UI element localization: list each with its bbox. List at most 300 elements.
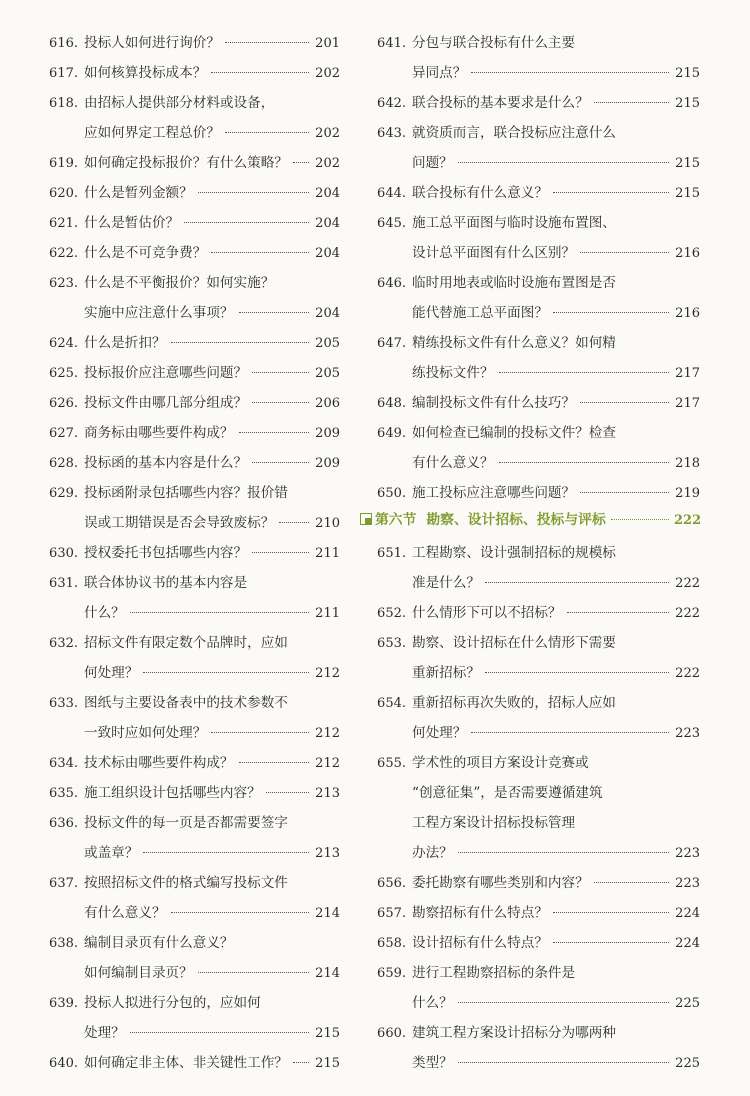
page-number: 216	[675, 306, 700, 321]
toc-entry	[364, 958, 700, 1018]
dot-leader	[580, 492, 669, 493]
toc-entry-line	[364, 118, 700, 148]
dot-leader	[553, 912, 669, 913]
toc-entry	[364, 28, 700, 88]
toc-entry	[38, 778, 340, 808]
toc-entry-line	[364, 1048, 700, 1078]
question-text: 勘察、设计招标在什么情形下需要	[412, 635, 616, 651]
toc-entry-line	[38, 388, 340, 418]
toc-entry-line	[364, 478, 700, 508]
toc-entry-line	[38, 538, 340, 568]
toc-entry-line	[38, 418, 340, 448]
question-text: 施工组织设计包括哪些内容？	[84, 785, 261, 801]
question-text: 重新招标？	[412, 665, 480, 681]
toc-entry	[364, 478, 700, 508]
question-text: 施工总平面图与临时设施布置图、	[412, 215, 616, 231]
toc-entry-line	[38, 778, 340, 808]
toc-entry-line	[364, 628, 700, 658]
page-number: 214	[315, 906, 340, 921]
toc-entry	[38, 1048, 340, 1078]
question-number: 619.	[49, 156, 78, 171]
question-text: 学术性的项目方案设计竞赛或	[412, 755, 589, 771]
toc-entry-line	[364, 418, 700, 448]
dot-leader	[239, 762, 309, 763]
question-text: 按照招标文件的格式编写投标文件	[84, 875, 288, 891]
page-number: 222	[674, 513, 702, 528]
toc-entry-line	[38, 718, 340, 748]
page-number: 211	[315, 606, 340, 621]
toc-entry-line	[364, 898, 700, 928]
page-number: 204	[315, 216, 340, 231]
page-number: 215	[315, 1026, 340, 1041]
toc-entry	[364, 688, 700, 748]
toc-entry	[38, 238, 340, 268]
toc-entry-line	[364, 748, 700, 778]
toc-entry-line	[364, 148, 700, 178]
page-number: 222	[675, 666, 700, 681]
page-number: 216	[675, 246, 700, 261]
page-number: 215	[675, 66, 700, 81]
question-text: 进行工程勘察招标的条件是	[412, 965, 576, 981]
page-number: 204	[315, 306, 340, 321]
toc-entry	[364, 538, 700, 598]
toc-entry-line	[38, 928, 340, 958]
toc-column-right	[364, 28, 700, 1078]
question-number: 623.	[49, 276, 78, 291]
toc-entry-line	[38, 478, 340, 508]
question-text: 投标文件的每一页是否都需要签字	[84, 815, 288, 831]
dot-leader	[611, 519, 669, 520]
dot-leader	[239, 432, 309, 433]
toc-entry	[38, 418, 340, 448]
toc-entry	[364, 178, 700, 208]
toc-entry	[38, 208, 340, 238]
question-number: 620.	[49, 186, 78, 201]
question-number: 627.	[49, 426, 78, 441]
question-text: 技术标由哪些要件构成？	[84, 755, 234, 771]
page-number: 219	[675, 486, 700, 501]
toc-entry	[38, 988, 340, 1048]
question-text: 什么是不可竞争费？	[84, 245, 207, 261]
dot-leader	[252, 372, 309, 373]
question-text: 重新招标再次失败的，招标人应如	[412, 695, 616, 711]
dot-leader	[211, 252, 309, 253]
dot-leader	[499, 462, 669, 463]
page-number: 211	[315, 546, 340, 561]
question-text: 有什么意义？	[412, 455, 494, 471]
toc-entry	[364, 868, 700, 898]
dot-leader	[553, 312, 669, 313]
page-number: 213	[315, 846, 340, 861]
dot-leader	[279, 522, 309, 523]
question-text: 联合投标有什么意义？	[412, 185, 548, 201]
question-text: 什么是暂列金额？	[84, 185, 193, 201]
page-number: 212	[315, 666, 340, 681]
toc-entry	[38, 928, 340, 988]
question-text: 招标文件有限定数个品牌时，应如	[84, 635, 288, 651]
toc-entry-line	[364, 568, 700, 598]
toc-entry-line	[364, 28, 700, 58]
question-text: 投标人拟进行分包的，应如何	[84, 995, 261, 1011]
question-number: 660.	[377, 1026, 406, 1041]
toc-entry-line	[38, 58, 340, 88]
question-text: 施工投标应注意哪些问题？	[412, 485, 576, 501]
question-number: 651.	[377, 546, 406, 561]
question-text: 联合体协议书的基本内容是	[84, 575, 248, 591]
dot-leader	[225, 132, 309, 133]
question-text: 由招标人提供部分材料或设备，	[84, 95, 275, 111]
dot-leader	[485, 672, 669, 673]
toc-entry-line	[38, 328, 340, 358]
dot-leader	[252, 462, 309, 463]
toc-entry-line	[364, 928, 700, 958]
toc-entry-line	[38, 88, 340, 118]
toc-entry	[364, 628, 700, 688]
toc-entry	[364, 88, 700, 118]
question-text: 联合投标的基本要求是什么？	[412, 95, 589, 111]
toc-entry-line	[38, 148, 340, 178]
toc-entry-line	[38, 808, 340, 838]
toc-entry	[364, 1018, 700, 1078]
dot-leader	[594, 102, 669, 103]
toc-entry-line	[364, 658, 700, 688]
page-number: 201	[315, 36, 340, 51]
toc-entry-line	[38, 1018, 340, 1048]
question-number: 638.	[49, 936, 78, 951]
toc-entry-line	[38, 508, 340, 538]
dot-leader	[130, 612, 309, 613]
question-text: 误或工期错误是否会导致废标？	[84, 515, 275, 531]
toc-entry-line	[38, 208, 340, 238]
question-text: 临时用地表或临时设施布置图是否	[412, 275, 616, 291]
toc-entry-line	[38, 868, 340, 898]
question-number: 628.	[49, 456, 78, 471]
question-text: 处理？	[84, 1025, 125, 1041]
dot-leader	[211, 732, 309, 733]
toc-entry	[38, 58, 340, 88]
question-number: 657.	[377, 906, 406, 921]
question-text: 或盖章？	[84, 845, 139, 861]
page-number: 225	[675, 996, 700, 1011]
question-text: 什么？	[84, 605, 125, 621]
question-text: 问题？	[412, 155, 453, 171]
question-text: 如何确定非主体、非关键性工作？	[84, 1055, 288, 1071]
question-text: 如何核算投标成本？	[84, 65, 207, 81]
dot-leader	[293, 1062, 309, 1063]
toc-entry	[364, 268, 700, 328]
section-title: 勘察、设计招标、投标与评标	[426, 512, 606, 528]
question-number: 648.	[377, 396, 406, 411]
toc-entry	[38, 328, 340, 358]
toc-entry	[364, 928, 700, 958]
toc-entry-line	[364, 778, 700, 808]
question-number: 632.	[49, 636, 78, 651]
question-number: 646.	[377, 276, 406, 291]
question-text: 如何确定投标报价？有什么策略？	[84, 155, 288, 171]
question-text: 设计总平面图有什么区别？	[412, 245, 576, 261]
toc-entry	[38, 868, 340, 928]
toc-entry	[38, 448, 340, 478]
question-text: 何处理？	[412, 725, 467, 741]
question-number: 659.	[377, 966, 406, 981]
question-text: 练投标文件？	[412, 365, 494, 381]
toc-entry-line	[38, 238, 340, 268]
toc-entry	[38, 388, 340, 418]
question-number: 647.	[377, 336, 406, 351]
question-number: 649.	[377, 426, 406, 441]
page-number: 206	[315, 396, 340, 411]
question-text: 什么是暂估价？	[84, 215, 180, 231]
question-number: 644.	[377, 186, 406, 201]
toc-entry	[364, 598, 700, 628]
toc-entry	[364, 898, 700, 928]
section-marker-icon	[360, 513, 372, 525]
toc-entry-line	[38, 598, 340, 628]
page-number: 212	[315, 726, 340, 741]
dot-leader	[594, 882, 669, 883]
question-text: 如何检查已编制的投标文件？检查	[412, 425, 616, 441]
page-number: 224	[675, 936, 700, 951]
dot-leader	[143, 852, 309, 853]
toc-entry-line	[38, 898, 340, 928]
toc-entry-line	[364, 718, 700, 748]
dot-leader	[580, 252, 669, 253]
question-text: 授权委托书包括哪些内容？	[84, 545, 248, 561]
dot-leader	[252, 402, 309, 403]
toc-entry-line	[364, 328, 700, 358]
dot-leader	[171, 912, 309, 913]
question-number: 633.	[49, 696, 78, 711]
question-text: 实施中应注意什么事项？	[84, 305, 234, 321]
page-number: 213	[315, 786, 340, 801]
toc-entry	[38, 88, 340, 148]
page-number: 217	[675, 366, 700, 381]
question-text: 工程勘察、设计强制招标的规模标	[412, 545, 616, 561]
question-text: 投标文件由哪几部分组成？	[84, 395, 248, 411]
dot-leader	[266, 792, 309, 793]
toc-entry	[38, 148, 340, 178]
page-number: 202	[315, 126, 340, 141]
dot-leader	[458, 852, 669, 853]
toc-entry-line	[38, 178, 340, 208]
question-text: 什么情形下可以不招标？	[412, 605, 562, 621]
page-number: 209	[315, 456, 340, 471]
question-number: 656.	[377, 876, 406, 891]
question-number: 637.	[49, 876, 78, 891]
page-number: 204	[315, 246, 340, 261]
page-number: 217	[675, 396, 700, 411]
dot-leader	[293, 162, 309, 163]
dot-leader	[553, 192, 669, 193]
page-number: 214	[315, 966, 340, 981]
toc-entry	[38, 808, 340, 868]
question-text: 工程方案设计招标投标管理	[412, 815, 576, 831]
question-number: 617.	[49, 66, 78, 81]
question-text: 就资质而言，联合投标应注意什么	[412, 125, 616, 141]
toc-entry-line	[38, 838, 340, 868]
question-number: 642.	[377, 96, 406, 111]
toc-entry	[38, 268, 340, 328]
question-number: 618.	[49, 96, 78, 111]
question-text: 建筑工程方案设计招标分为哪两种	[412, 1025, 616, 1041]
question-text: 如何编制目录页？	[84, 965, 193, 981]
dot-leader	[130, 1032, 309, 1033]
question-number: 654.	[377, 696, 406, 711]
toc-entry-line	[38, 568, 340, 598]
question-number: 625.	[49, 366, 78, 381]
toc-entry-line	[38, 688, 340, 718]
question-number: 622.	[49, 246, 78, 261]
toc-entry	[364, 208, 700, 268]
toc-entry-line	[38, 448, 340, 478]
question-text: 什么是不平衡报价？如何实施？	[84, 275, 275, 291]
page-number: 215	[675, 186, 700, 201]
question-number: 645.	[377, 216, 406, 231]
question-number: 630.	[49, 546, 78, 561]
question-text: 精练投标文件有什么意义？如何精	[412, 335, 616, 351]
dot-leader	[198, 192, 309, 193]
page-number: 223	[675, 876, 700, 891]
toc-entry	[38, 178, 340, 208]
toc-column-left	[38, 28, 340, 1078]
question-text: 准是什么？	[412, 575, 480, 591]
question-text: 应如何界定工程总价？	[84, 125, 220, 141]
toc-entry-line	[364, 58, 700, 88]
toc-entry-line	[38, 1048, 340, 1078]
question-text: 办法？	[412, 845, 453, 861]
question-text: 类型？	[412, 1055, 453, 1071]
section-label: 第六节	[375, 512, 417, 528]
question-text: 勘察招标有什么特点？	[412, 905, 548, 921]
dot-leader	[239, 312, 309, 313]
toc-entry-line	[38, 988, 340, 1018]
toc-entry	[38, 538, 340, 568]
toc-entry-line	[38, 268, 340, 298]
question-number: 616.	[49, 36, 78, 51]
toc-entry-line	[38, 658, 340, 688]
toc-entry-line	[364, 268, 700, 298]
dot-leader	[485, 582, 669, 583]
toc-entry-line	[364, 598, 700, 628]
question-number: 634.	[49, 756, 78, 771]
toc-entry-line	[364, 538, 700, 568]
toc-entry	[364, 748, 700, 868]
page-number: 205	[315, 366, 340, 381]
toc-entry	[38, 568, 340, 628]
page-number: 223	[675, 846, 700, 861]
question-number: 626.	[49, 396, 78, 411]
page-number: 223	[675, 726, 700, 741]
toc-entry	[364, 118, 700, 178]
question-number: 653.	[377, 636, 406, 651]
question-text: 商务标由哪些要件构成？	[84, 425, 234, 441]
question-text: 图纸与主要设备表中的技术参数不	[84, 695, 288, 711]
question-number: 631.	[49, 576, 78, 591]
toc-entry-line	[364, 208, 700, 238]
dot-leader	[499, 372, 669, 373]
toc-entry	[38, 28, 340, 58]
toc-entry-line	[364, 238, 700, 268]
question-text: 什么是折扣？	[84, 335, 166, 351]
question-number: 652.	[377, 606, 406, 621]
toc-entry-line	[38, 298, 340, 328]
dot-leader	[211, 72, 309, 73]
dot-leader	[553, 942, 669, 943]
dot-leader	[458, 162, 669, 163]
toc-entry-line	[364, 688, 700, 718]
page-number: 205	[315, 336, 340, 351]
question-text: 能代替施工总平面图？	[412, 305, 548, 321]
question-number: 641.	[377, 36, 406, 51]
toc-entry	[364, 418, 700, 478]
toc-entry-line	[364, 448, 700, 478]
dot-leader	[471, 72, 669, 73]
toc-entry-line	[364, 358, 700, 388]
question-number: 639.	[49, 996, 78, 1011]
question-text: 投标函附录包括哪些内容？报价错	[84, 485, 288, 501]
toc-entry-line	[38, 28, 340, 58]
page-number: 202	[315, 156, 340, 171]
page-number: 222	[675, 576, 700, 591]
toc-entry-line	[38, 358, 340, 388]
question-text: 编制目录页有什么意义？	[84, 935, 234, 951]
question-number: 643.	[377, 126, 406, 141]
page-number: 212	[315, 756, 340, 771]
dot-leader	[580, 402, 669, 403]
dot-leader	[171, 342, 309, 343]
toc-entry-line	[364, 298, 700, 328]
toc-entry-line	[364, 988, 700, 1018]
question-text: 异同点？	[412, 65, 467, 81]
question-text: 编制投标文件有什么技巧？	[412, 395, 576, 411]
toc-entry	[38, 748, 340, 778]
toc-entry-line	[364, 838, 700, 868]
toc-entry-line	[364, 388, 700, 418]
toc-entry	[364, 328, 700, 388]
question-number: 624.	[49, 336, 78, 351]
question-text: 分包与联合投标有什么主要	[412, 35, 576, 51]
toc-entry-line	[38, 958, 340, 988]
dot-leader	[458, 1062, 669, 1063]
toc-entry-line	[364, 88, 700, 118]
question-text: 委托勘察有哪些类别和内容？	[412, 875, 589, 891]
page-number: 209	[315, 426, 340, 441]
dot-leader	[567, 612, 669, 613]
question-number: 655.	[377, 756, 406, 771]
section-heading	[360, 508, 700, 538]
page-number: 215	[675, 96, 700, 111]
question-number: 621.	[49, 216, 78, 231]
page-number: 215	[675, 156, 700, 171]
question-number: 658.	[377, 936, 406, 951]
toc-entry-line	[364, 1018, 700, 1048]
question-text: 投标函的基本内容是什么？	[84, 455, 248, 471]
question-number: 635.	[49, 786, 78, 801]
page-number: 215	[315, 1056, 340, 1071]
question-text: 投标人如何进行询价？	[84, 35, 220, 51]
toc-entry	[38, 688, 340, 748]
toc-entry-line	[364, 958, 700, 988]
toc-entry-line	[38, 118, 340, 148]
dot-leader	[143, 672, 309, 673]
question-number: 629.	[49, 486, 78, 501]
question-text: 投标报价应注意哪些问题？	[84, 365, 248, 381]
question-text: 有什么意义？	[84, 905, 166, 921]
toc-entry-line	[364, 808, 700, 838]
question-text: 一致时应如何处理？	[84, 725, 207, 741]
page-number: 222	[675, 606, 700, 621]
toc-entry-line	[364, 178, 700, 208]
